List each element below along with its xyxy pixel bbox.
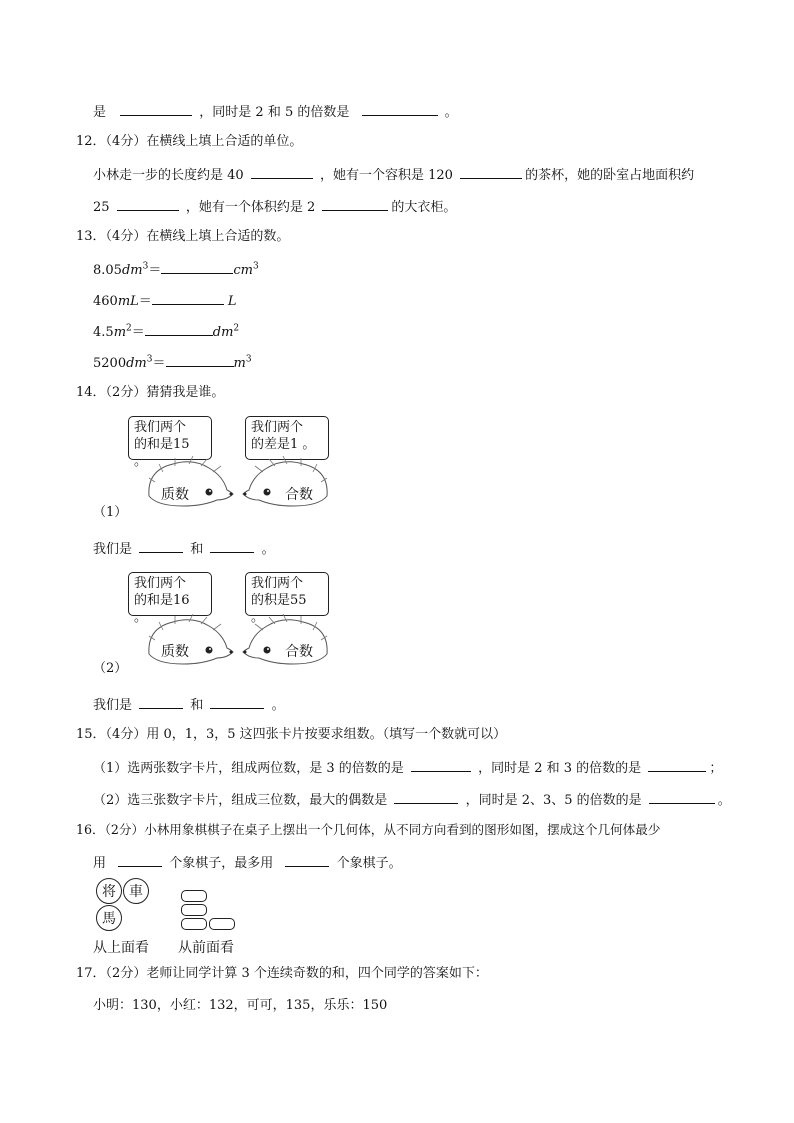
exponent: 2	[126, 323, 132, 334]
equals: ＝	[131, 325, 145, 340]
q12-text: 的大衣柜。	[391, 200, 457, 215]
equals: ＝	[148, 263, 162, 278]
hedgehog-left-icon	[143, 456, 235, 508]
exponent: 3	[142, 261, 149, 272]
answer-blank[interactable]	[118, 854, 162, 867]
exponent: 2	[233, 323, 240, 334]
q13-row-1	[93, 261, 259, 279]
front-view-piece	[209, 918, 235, 930]
answer-blank[interactable]	[139, 696, 183, 709]
q14-figure-1	[95, 412, 355, 522]
q16-text: 用	[93, 856, 107, 871]
q15-line-1	[93, 759, 722, 777]
speech-bubble	[128, 572, 212, 625]
exponent: 3	[245, 354, 252, 365]
q15-heading: 15．（4分）用 0，1，3，5 这四张卡片按要求组数。（填写一个数就可以）	[76, 727, 507, 742]
answer-blank[interactable]	[117, 198, 179, 211]
chess-piece-jiang: 将	[96, 878, 122, 904]
caption-top-view: 从上面看	[93, 940, 149, 956]
hedgehog-left-icon	[143, 614, 235, 666]
q17-answers: 小明：130，小红：132，可可，135，乐乐：150	[93, 998, 388, 1013]
hedgehog-label: 合数	[285, 644, 313, 660]
q11-end: 。	[444, 105, 458, 120]
bubble-text: 我们两个	[251, 576, 304, 591]
bubble-text: 的积是55 。	[251, 593, 307, 625]
q14-figure-2	[95, 568, 355, 678]
q16-text: 个象棋子，最多用	[169, 856, 274, 871]
answer-blank[interactable]	[120, 103, 192, 116]
answer-blank[interactable]	[210, 540, 254, 553]
q12-line-2	[93, 198, 456, 216]
answer-blank[interactable]	[210, 696, 264, 709]
exponent: 3	[146, 354, 153, 365]
q16-text: 个象棋子。	[336, 856, 402, 871]
answer-text: 。	[261, 542, 275, 557]
hedgehog-label: 质数	[161, 644, 189, 660]
answer-blank[interactable]	[139, 540, 183, 553]
unit: dm	[121, 263, 143, 278]
front-view-piece	[181, 918, 207, 930]
q16-line-2	[93, 854, 402, 872]
q12-text: 的茶杯，她的卧室占地面积约	[525, 168, 695, 183]
bubble-text: 的和是16 。	[134, 593, 190, 625]
hedgehog-label: 质数	[161, 487, 189, 503]
q14-heading: 14．（2分）猜猜我是谁。	[76, 385, 225, 400]
q12-text: 25	[93, 200, 110, 215]
q15-text: ，同时是 2、3、5 的倍数的是	[465, 793, 642, 808]
q17-heading: 17．（2分）老师让同学计算 3 个连续奇数的和，四个同学的答案如下：	[76, 966, 488, 981]
unit: mL	[117, 294, 139, 309]
q11-text-a: 是	[93, 105, 107, 120]
q14-answer-2	[93, 696, 285, 714]
value: 460	[93, 294, 118, 309]
q15-line-2	[93, 791, 731, 809]
unit: m	[233, 356, 246, 371]
unit: L	[227, 294, 237, 309]
q16-heading: 16．（2分）小林用象棋棋子在桌子上摆出一个几何体，从不同方向看到的图形如图，摆成这个几何体最少	[76, 822, 661, 837]
q15-text: ，同时是 2 和 3 的倍数的是	[478, 761, 642, 776]
bubble-text: 我们两个	[251, 420, 304, 435]
q13-row-2	[93, 292, 236, 310]
q15-text: 。	[717, 793, 731, 808]
q12-heading: 12．（4分）在横线上填上合适的单位。	[76, 134, 303, 149]
answer-blank[interactable]	[649, 791, 715, 804]
answer-blank[interactable]	[362, 103, 438, 116]
value: 4.5	[93, 325, 114, 340]
front-view-piece	[181, 890, 207, 902]
answer-blank[interactable]	[411, 759, 471, 772]
answer-blank[interactable]	[648, 759, 706, 772]
unit: dm	[212, 325, 234, 340]
q13-heading: 13．（4分）在横线上填上合适的数。	[76, 229, 290, 244]
answer-text: 和	[190, 542, 204, 557]
q15-text: （2）选三张数字卡片，组成三位数，最大的偶数是	[93, 793, 388, 808]
equals: ＝	[138, 294, 152, 309]
q11-text-b: ，同时是 2 和 5 的倍数是	[199, 105, 350, 120]
q11-line	[93, 103, 458, 121]
q15-text: ；	[709, 761, 723, 776]
speech-bubble	[245, 572, 329, 625]
q13-row-4	[93, 354, 252, 372]
answer-blank[interactable]	[460, 166, 522, 179]
value: 5200	[93, 356, 127, 371]
q12-text: 小林走一步的长度约是 40	[93, 168, 244, 183]
exponent: 3	[252, 261, 259, 272]
answer-text: 。	[271, 698, 285, 713]
chess-piece-ma: 馬	[96, 905, 122, 931]
answer-blank[interactable]	[322, 198, 388, 211]
unit: m	[113, 325, 127, 340]
answer-blank[interactable]	[145, 323, 213, 336]
answer-blank[interactable]	[152, 292, 224, 305]
answer-blank[interactable]	[285, 854, 329, 867]
answer-text: 我们是	[93, 542, 133, 557]
q12-line-1	[93, 166, 694, 184]
speech-bubble	[245, 416, 329, 460]
speech-bubble	[128, 416, 212, 469]
q12-text: ，她有一个容积是 120	[319, 168, 453, 183]
answer-blank[interactable]	[161, 261, 233, 274]
q13-row-3	[93, 323, 239, 341]
q14-answer-1	[93, 540, 275, 558]
unit: cm	[233, 263, 253, 278]
bubble-text: 的和是15 。	[134, 437, 190, 469]
chess-piece-che: 車	[123, 878, 149, 904]
answer-text: 我们是	[93, 698, 133, 713]
answer-text: 和	[190, 698, 204, 713]
value: 8.05	[93, 263, 122, 278]
unit: dm	[126, 356, 147, 371]
answer-blank[interactable]	[166, 354, 234, 367]
q12-text: ，她有一个体积约是 2	[185, 200, 316, 215]
bubble-text: 我们两个	[134, 576, 187, 591]
bubble-text: 我们两个	[134, 420, 187, 435]
q14-part-1-number: （1）	[93, 505, 128, 520]
answer-blank[interactable]	[251, 166, 313, 179]
caption-front-view: 从前面看	[178, 940, 234, 956]
equals: ＝	[152, 356, 166, 371]
hedgehog-label: 合数	[285, 487, 313, 503]
front-view-piece	[181, 904, 207, 916]
q14-part-2-number: （2）	[93, 661, 128, 676]
q15-text: （1）选两张数字卡片，组成两位数，是 3 的倍数的是	[93, 761, 404, 776]
answer-blank[interactable]	[394, 791, 458, 804]
bubble-text: 的差是1 。	[251, 437, 316, 452]
